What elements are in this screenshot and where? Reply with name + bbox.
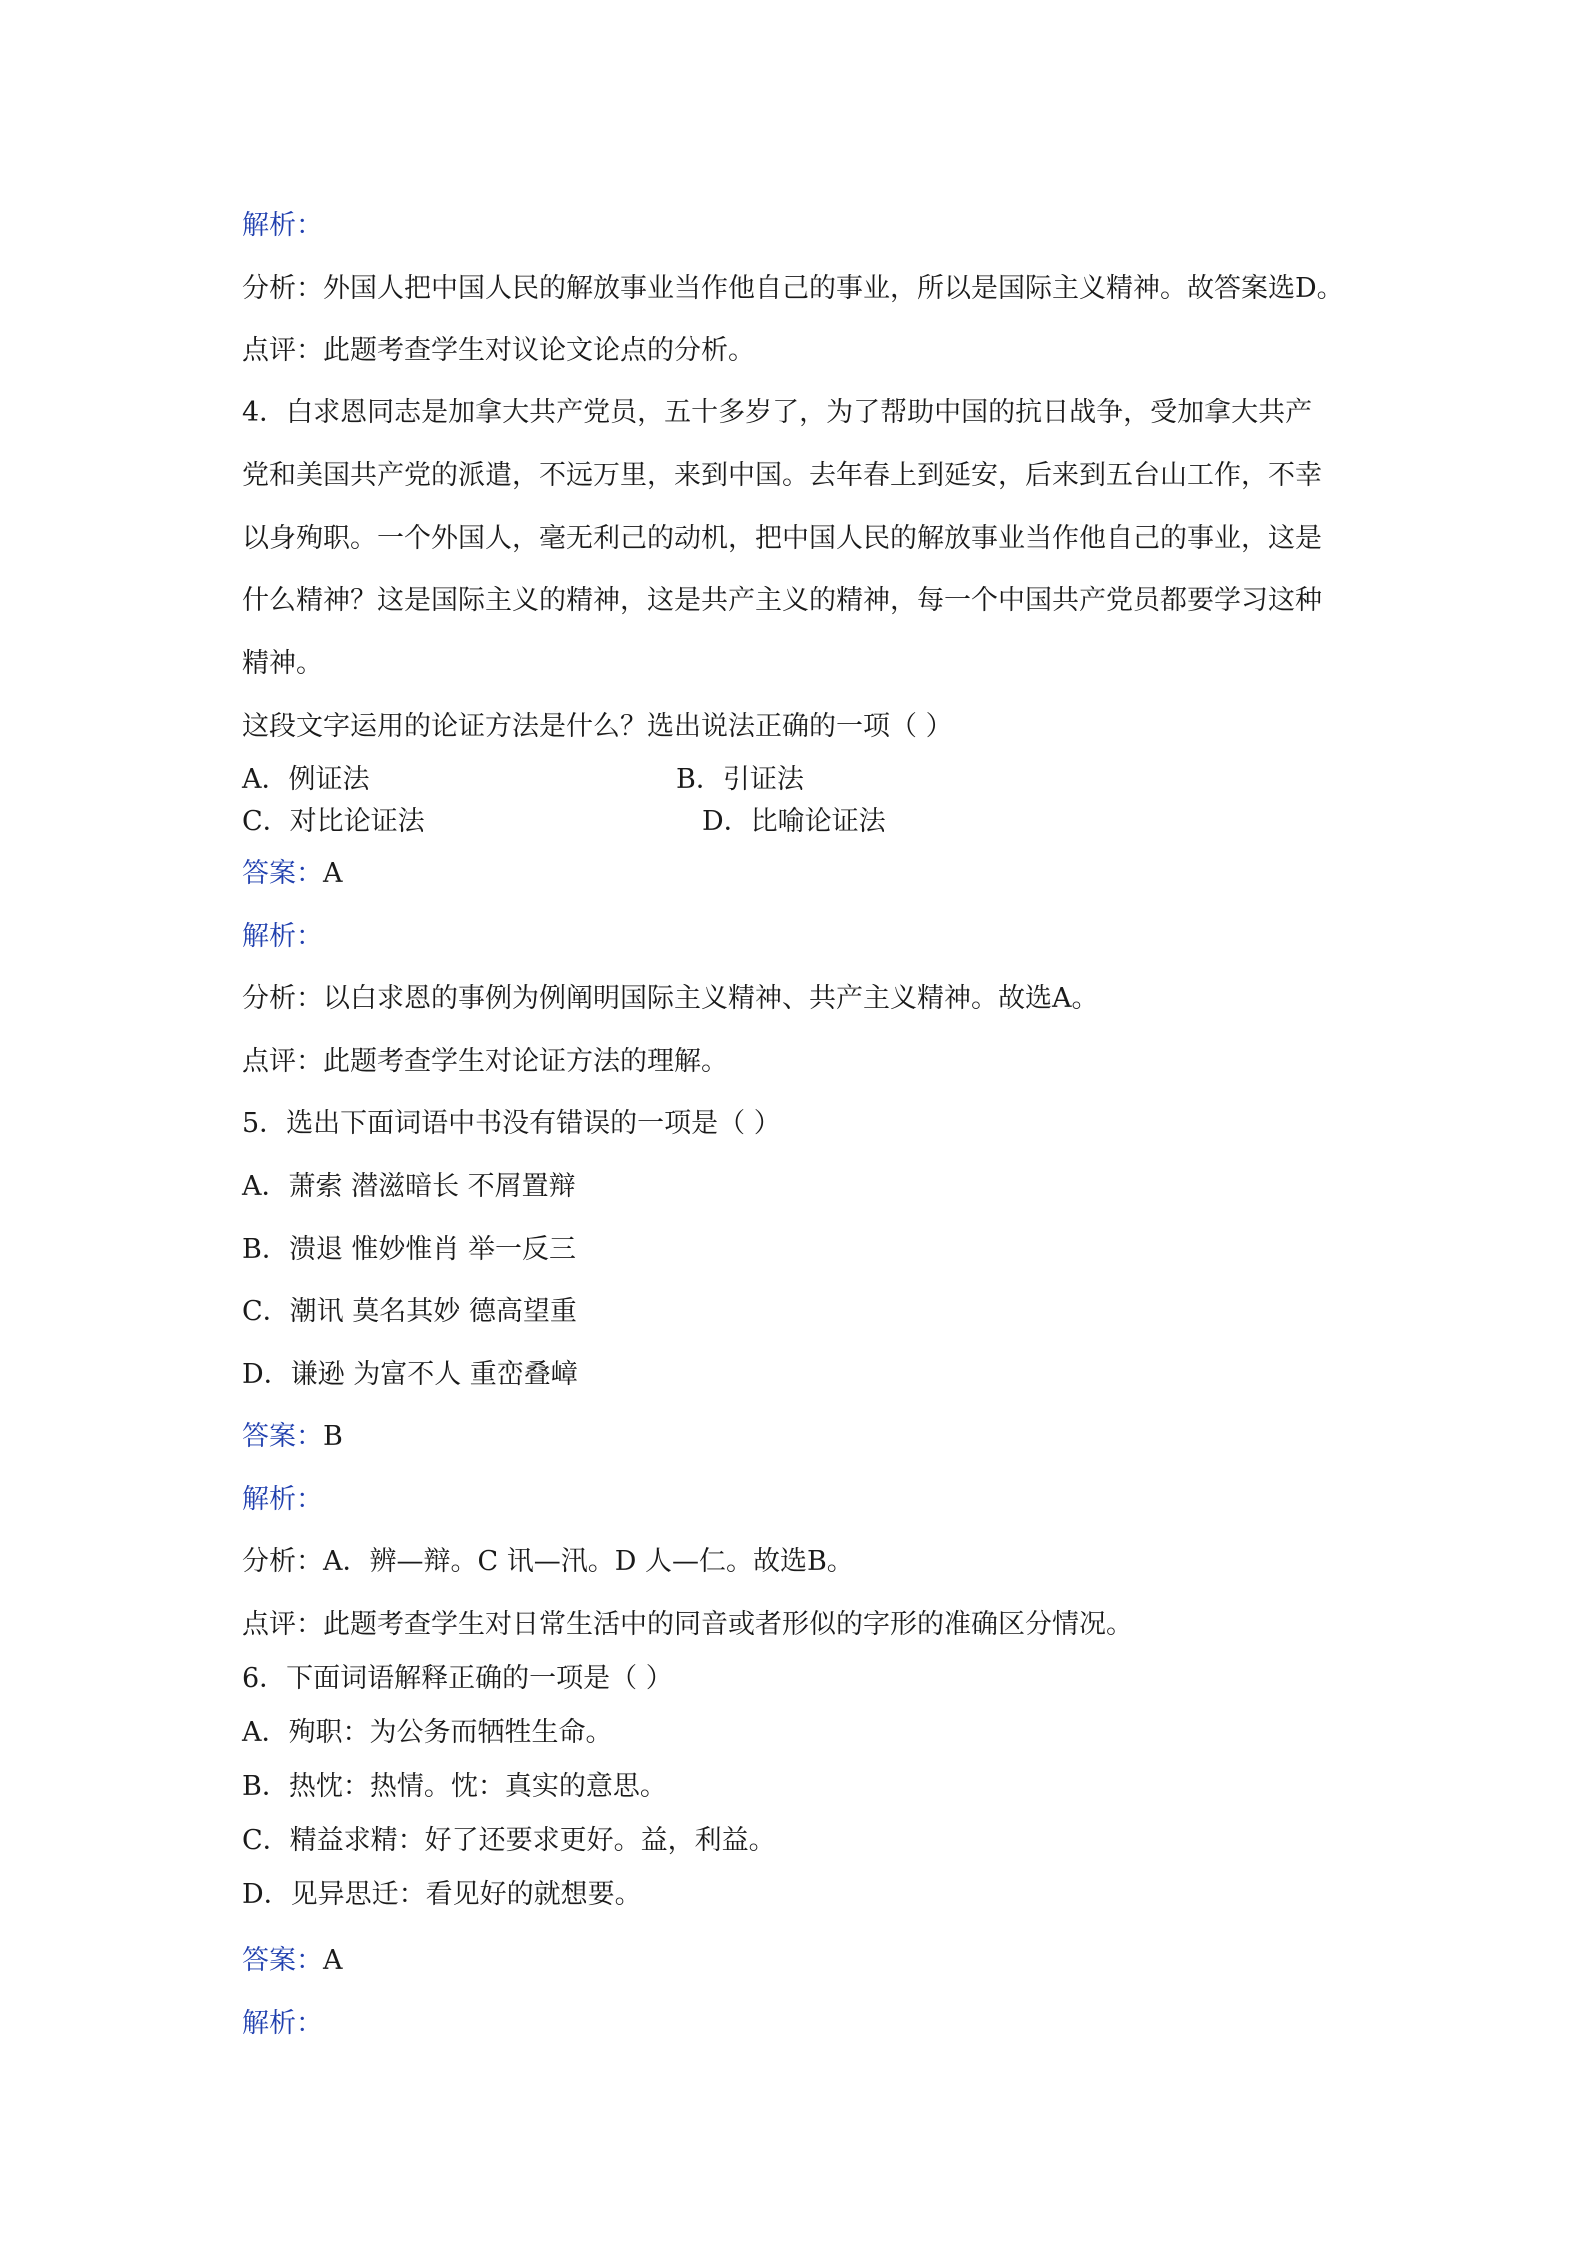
q4-answer-label: 答案： — [242, 858, 323, 889]
q5-answer-label: 答案： — [242, 1421, 323, 1452]
q5-jiexi-label: 解析： — [242, 1484, 323, 1515]
q6-answer — [242, 1943, 343, 1979]
q5-dianping: 点评：此题考查学生对日常生活中的同音或者形似的字形的准确区分情况。 — [242, 1609, 1133, 1640]
q4-passage-line-3: 以身殉职。一个外国人，毫无利己的动机，把中国人民的解放事业当作他自己的事业，这是 — [242, 523, 1322, 554]
q4-answer — [242, 856, 343, 892]
q4-answer-value: A — [323, 858, 343, 889]
q4-jiexi-label: 解析： — [242, 921, 323, 952]
q4-passage-line-4: 什么精神？这是国际主义的精神，这是共产主义的精神，每一个中国共产党员都要学习这种 — [242, 585, 1322, 616]
q6-option-b: B．热忱：热情。忱：真实的意思。 — [242, 1771, 667, 1802]
q5-fenxi: 分析：A．辨—辩。C 讯—汛。D 人—仁。故选B。 — [242, 1546, 854, 1577]
q5-question: 5．选出下面词语中书没有错误的一项是（ ） — [242, 1108, 781, 1139]
q4-passage-line-1: 4．白求恩同志是加拿大共产党员，五十多岁了，为了帮助中国的抗日战争，受加拿大共产 — [242, 397, 1313, 428]
q4-passage-line-2: 党和美国共产党的派遣，不远万里，来到中国。去年春上到延安，后来到五台山工作，不幸 — [242, 460, 1322, 491]
q5-answer-value: B — [323, 1421, 343, 1452]
q6-option-d: D．见异思迁：看见好的就想要。 — [242, 1879, 642, 1910]
q6-question: 6．下面词语解释正确的一项是（ ） — [242, 1663, 673, 1694]
q4-dianping: 点评：此题考查学生对论证方法的理解。 — [242, 1046, 728, 1077]
q3-dianping: 点评：此题考查学生对议论文论点的分析。 — [242, 335, 755, 366]
q6-answer-value: A — [323, 1945, 343, 1976]
q4-passage-line-5: 精神。 — [242, 648, 323, 679]
q4-option-d: D．比喻论证法 — [702, 806, 886, 837]
q5-option-b: B．溃退 惟妙惟肖 举一反三 — [242, 1234, 577, 1265]
q3-jiexi-label: 解析： — [242, 210, 323, 241]
q5-option-a: A．萧索 潜滋暗长 不屑置辩 — [242, 1171, 576, 1202]
q4-question: 这段文字运用的论证方法是什么？选出说法正确的一项（ ） — [242, 711, 953, 742]
q6-answer-label: 答案： — [242, 1945, 323, 1976]
q5-option-d: D．谦逊 为富不人 重峦叠嶂 — [242, 1359, 578, 1390]
q4-fenxi: 分析：以白求恩的事例为例阐明国际主义精神、共产主义精神。故选A。 — [242, 983, 1099, 1014]
q6-option-c: C．精益求精：好了还要求更好。益，利益。 — [242, 1825, 776, 1856]
q5-answer — [242, 1419, 343, 1455]
q3-fenxi: 分析：外国人把中国人民的解放事业当作他自己的事业，所以是国际主义精神。故答案选D。 — [242, 273, 1344, 304]
q6-option-a: A．殉职：为公务而牺牲生命。 — [242, 1717, 613, 1748]
q6-jiexi-label: 解析： — [242, 2008, 323, 2039]
q4-option-c: C．对比论证法 — [242, 806, 425, 837]
q5-option-c: C．潮讯 莫名其妙 德高望重 — [242, 1296, 577, 1327]
q4-option-a: A．例证法 — [242, 764, 370, 795]
q4-option-b: B．引证法 — [676, 764, 804, 795]
